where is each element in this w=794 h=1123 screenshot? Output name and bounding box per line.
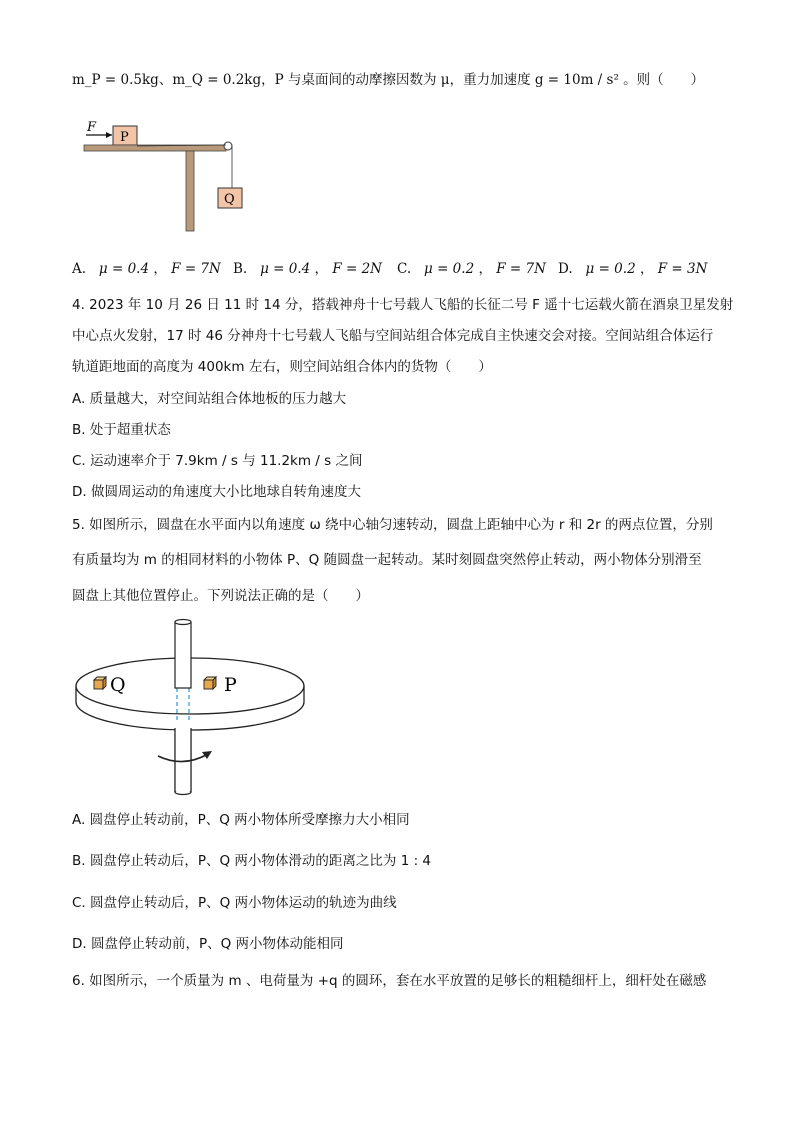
- q3-option-c[interactable]: C. μ = 0.2 ， F = 7N: [397, 261, 546, 277]
- q3-condition-line: [72, 70, 704, 90]
- q3-option-a[interactable]: A. μ = 0.4 ， F = 7N: [72, 261, 221, 277]
- q5-option-a[interactable]: A. 圆盘停止转动前，P、Q 两小物体所受摩擦力大小相同: [72, 812, 410, 828]
- q4-option-d[interactable]: D. 做圆周运动的角速度大小比地球自转角速度大: [72, 484, 361, 500]
- q5-option-b[interactable]: B. 圆盘停止转动后，P、Q 两小物体滑动的距离之比为 1 : 4: [72, 853, 432, 869]
- pulley: [224, 142, 232, 150]
- q5-option-d[interactable]: D. 圆盘停止转动前，P、Q 两小物体动能相同: [72, 936, 344, 952]
- block-q-label: Q: [224, 192, 235, 207]
- q4-option-c[interactable]: C. 运动速率介于 7.9km / s 与 11.2km / s 之间: [72, 453, 363, 469]
- q4-stem-line2: 中心点火发射，17 时 46 分神舟十七号载人飞船与空间站组合体完成自主快速交会对接。空间站组合体运行: [72, 328, 714, 344]
- label-p: P: [224, 674, 237, 696]
- q4-option-b[interactable]: B. 处于超重状态: [72, 422, 171, 438]
- q3-option-d[interactable]: D. μ = 0.2 ， F = 3N: [558, 261, 708, 277]
- q3-masses: m_P = 0.5kg、m_Q = 0.2kg: [72, 72, 262, 88]
- block-p-label: P: [120, 130, 129, 145]
- q4-option-a[interactable]: A. 质量越大，对空间站组合体地板的压力越大: [72, 391, 347, 407]
- force-label: F: [87, 120, 97, 135]
- q6-stem-line1: 6. 如图所示，一个质量为 m 、电荷量为 +q 的圆环，套在水平放置的足够长的粗糙细杆上，细杆处在磁感: [72, 973, 707, 989]
- q5-stem-line2: 有质量均为 m 的相同材料的小物体 P、Q 随圆盘一起转动。某时刻圆盘突然停止转动，两小物体分别滑至: [72, 552, 702, 568]
- table-leg: [186, 151, 194, 231]
- q5-stem-line3: 圆盘上其他位置停止。下列说法正确的是（ ）: [72, 588, 369, 604]
- q3-option-b[interactable]: B. μ = 0.4 ， F = 2N: [233, 261, 382, 277]
- q3-condition-text: ，P 与桌面间的动摩擦因数为 μ，重力加速度 g = 10m / s² 。则（ ）: [261, 72, 705, 88]
- q5-stem-line1: 5. 如图所示，圆盘在水平面内以角速度 ω 绕中心轴匀速转动，圆盘上距轴中心为 r 和 2r 的两点位置，分别: [72, 517, 713, 533]
- cube-q: [94, 677, 106, 689]
- q4-stem-line3: 轨道距地面的高度为 400km 左右，则空间站组合体内的货物（ ）: [72, 359, 492, 375]
- q3-figure: [78, 118, 258, 236]
- q4-stem-line1: 4. 2023 年 10 月 26 日 11 时 14 分，搭载神舟十七号载人飞船的长征二号 F 遥十七运载火箭在酒泉卫星发射: [72, 297, 734, 313]
- q5-option-c[interactable]: C. 圆盘停止转动后，P、Q 两小物体运动的轨迹为曲线: [72, 895, 397, 911]
- q5-figure: [70, 616, 310, 796]
- label-q: Q: [110, 674, 126, 696]
- cube-p: [204, 677, 216, 689]
